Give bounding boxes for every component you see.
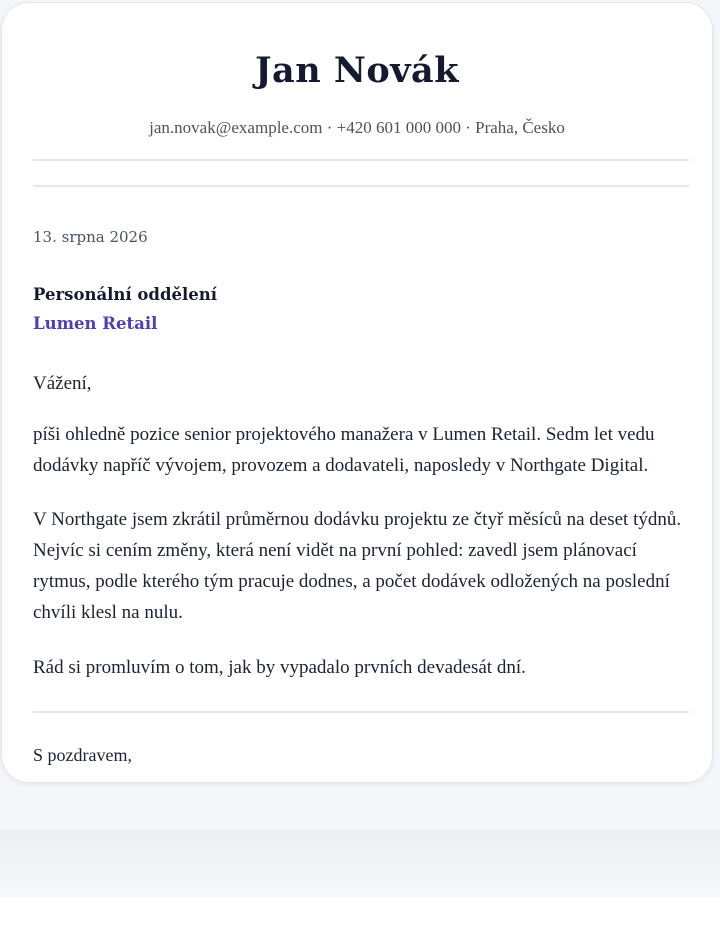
- contact-line: jan.novak@example.com · +420 601 000 000 · Praha, Česko: [149, 118, 565, 137]
- recipient-department: Personální oddělení: [33, 285, 218, 304]
- closing-divider: [33, 711, 689, 713]
- closing: S pozdravem,: [33, 745, 132, 765]
- header-divider-secondary: [33, 185, 689, 187]
- header-divider: [33, 159, 689, 161]
- recipient-company: Lumen Retail: [33, 314, 158, 333]
- salutation: Vážení,: [33, 373, 92, 394]
- letter-date: 13. srpna 2026: [33, 228, 148, 246]
- bottom-band: [0, 831, 720, 897]
- body-paragraph-1: píši ohledně pozice senior projektového manažera v Lumen Retail. Sedm let vedu dodávky napříč vývojem, provozem a dodavateli, naposledy v Northgate Digital.: [33, 424, 655, 476]
- letter-card: [1, 2, 713, 783]
- body-paragraph-3: Rád si promluvím o tom, jak by vypadalo prvních devadesát dní.: [33, 657, 526, 678]
- applicant-name: Jan Novák: [255, 50, 459, 91]
- body-paragraph-2: V Northgate jsem zkrátil průměrnou dodávku projektu ze čtyř měsíců na deset týdnů. Nejvíc si cením změny, která není vidět na první pohled: zavedl jsem plánovací rytmus, podle kterého tým pracuje dodnes, a počet dodávek odložených na poslední chvíli klesl na nulu.: [33, 509, 682, 623]
